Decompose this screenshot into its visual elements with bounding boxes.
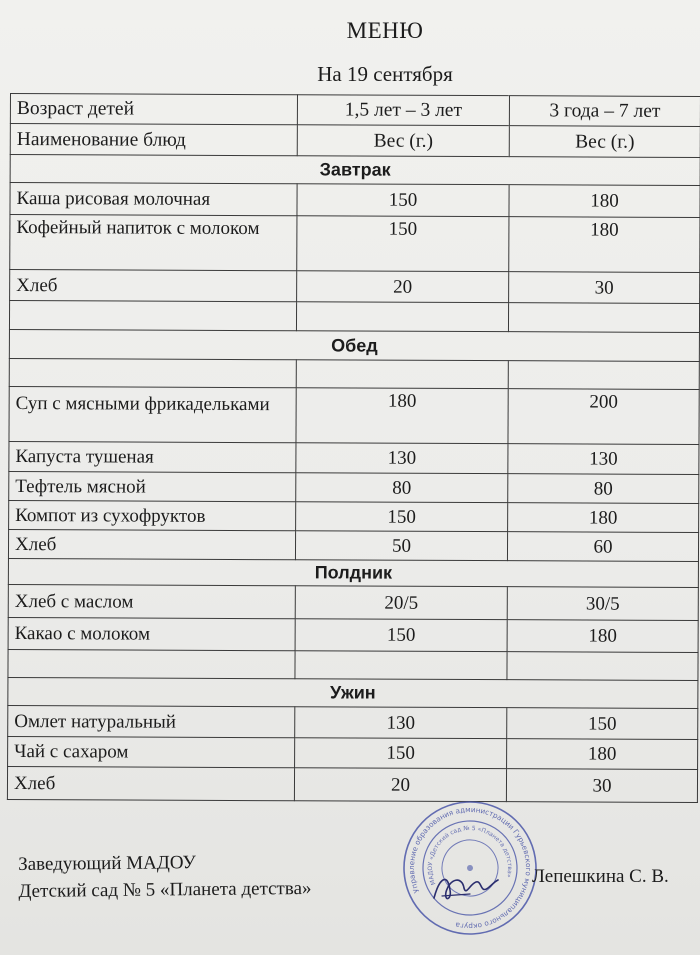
weight-1 <box>296 360 508 389</box>
seal-graphic <box>402 800 538 936</box>
table-row <box>8 736 698 769</box>
weight-2: 130 <box>508 444 699 475</box>
dish-name: Капуста тушеная <box>9 441 296 472</box>
dish-name <box>8 649 295 678</box>
round-seal-icon <box>402 800 538 936</box>
weight-1: 20 <box>297 271 509 303</box>
signatory-name: Лепешкина С. В. <box>532 866 669 887</box>
weight-1: 150 <box>295 738 507 769</box>
weight-1: 150 <box>295 619 507 652</box>
dish-label: Наименование блюд <box>10 124 297 156</box>
table-row <box>8 529 698 561</box>
age-group-2: 3 года – 7 лет <box>509 96 700 127</box>
dish-name: Какао с молоком <box>8 617 295 650</box>
table-row <box>9 441 699 474</box>
handwritten-signature <box>430 870 500 906</box>
section-title-dinner: Ужин <box>8 677 698 708</box>
position-line-2: Детский сад № 5 «Планета детства» <box>18 877 312 902</box>
table-row <box>8 705 698 739</box>
weight-2 <box>507 652 698 681</box>
weight-1: 80 <box>296 473 508 503</box>
table-row <box>8 617 698 652</box>
signatory-position <box>18 848 312 905</box>
table-row-empty <box>9 358 699 389</box>
table-row <box>9 471 699 503</box>
seal-outer-text: Управление образования администрации Гурьевского муниципального округа <box>406 804 534 932</box>
dish-name: Суп с мясными фрикадельками <box>9 386 296 442</box>
weight-1 <box>295 651 507 680</box>
menu-date: На 19 сентября <box>317 62 453 86</box>
weight-1: 130 <box>295 707 507 739</box>
dish-name: Компот из сухофруктов <box>9 500 296 530</box>
dish-name: Хлеб <box>10 270 297 302</box>
weight-2: 180 <box>509 185 700 218</box>
section-title-breakfast: Завтрак <box>10 155 700 186</box>
page-title: МЕНЮ <box>346 18 424 43</box>
weight-2: 30/5 <box>507 587 698 621</box>
dish-name: Омлет натуральный <box>8 705 295 737</box>
dish-name: Тефтель мясной <box>9 471 296 501</box>
weight-2 <box>508 361 699 390</box>
weight-1: 50 <box>295 531 507 561</box>
table-row <box>10 183 700 218</box>
section-row-breakfast <box>10 155 700 186</box>
age-label: Возраст детей <box>10 94 297 125</box>
weight-2: 180 <box>508 503 699 533</box>
weight-2: 150 <box>507 708 698 740</box>
dish-name: Кофейный напиток с молоком <box>10 215 297 271</box>
weight-1 <box>296 302 508 332</box>
columns-header-row <box>10 124 700 158</box>
weight-label-2: Вес (г.) <box>509 126 700 158</box>
age-group-1: 1,5 лет – 3 лет <box>297 95 509 126</box>
section-row-lunch <box>9 329 699 361</box>
table-row-empty <box>8 649 698 680</box>
weight-1: 20/5 <box>295 586 507 620</box>
weight-1: 180 <box>296 388 508 444</box>
seal-inner-text: МАДОУ «Детский сад № 5 «Планета детства» <box>426 824 514 886</box>
weight-1: 130 <box>296 443 508 474</box>
dish-name <box>9 358 296 387</box>
weight-2 <box>508 303 699 333</box>
weight-2: 180 <box>507 620 698 653</box>
position-line-1: Заведующий МАДОУ <box>18 852 197 875</box>
dish-name: Каша рисовая молочная <box>10 183 297 216</box>
table-row <box>9 500 699 532</box>
dish-name: Хлеб <box>7 766 294 800</box>
section-title-lunch: Обед <box>9 329 699 361</box>
weight-1: 20 <box>294 768 506 802</box>
dish-name <box>9 301 296 331</box>
table-row <box>8 584 698 620</box>
weight-2: 180 <box>509 217 700 273</box>
dish-name: Хлеб с маслом <box>8 584 295 618</box>
weight-2: 30 <box>506 769 697 803</box>
table-row <box>7 766 697 802</box>
section-title-snack: Полдник <box>8 558 698 587</box>
section-row-dinner <box>8 677 698 708</box>
age-header-row <box>10 94 700 127</box>
table-row <box>10 270 700 304</box>
weight-2: 30 <box>509 272 700 304</box>
menu-table <box>7 93 700 803</box>
weight-1: 150 <box>297 184 509 217</box>
weight-2: 180 <box>507 739 698 770</box>
weight-label-1: Вес (г.) <box>297 125 509 157</box>
weight-1: 150 <box>296 502 508 532</box>
section-row-snack <box>8 558 698 587</box>
weight-2: 60 <box>507 532 698 562</box>
weight-1: 150 <box>297 216 509 272</box>
table-row <box>10 215 700 273</box>
table-row <box>9 386 699 444</box>
dish-name: Хлеб <box>8 529 295 559</box>
weight-2: 200 <box>508 389 699 445</box>
table-row-empty <box>9 301 699 333</box>
weight-2: 80 <box>508 474 699 504</box>
dish-name: Чай с сахаром <box>8 736 295 767</box>
